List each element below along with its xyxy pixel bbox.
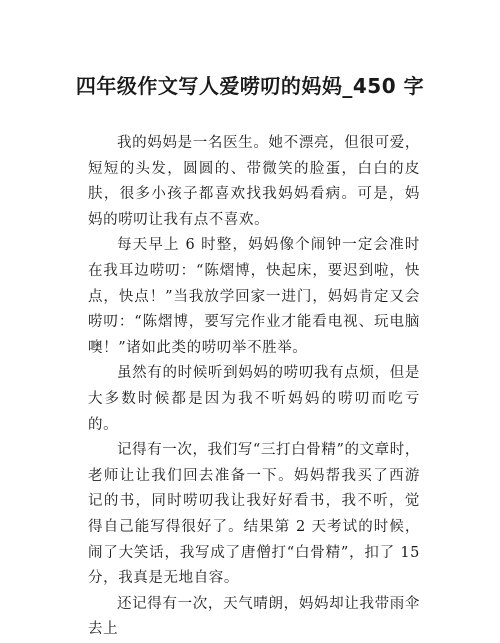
paragraph-5: 还记得有一次，天气晴朗，妈妈却让我带雨伞去上 bbox=[88, 595, 420, 638]
paragraph-1: 我的妈妈是一名医生。她不漂亮，但很可爱，短短的头发，圆圆的、带微笑的脸蛋，白白的皮肤，很多小孩子都喜欢找我妈妈看病。可是，妈妈的唠叨让我有点不喜欢。 bbox=[88, 135, 420, 228]
paragraph-4: 记得有一次，我们写“三打白骨精”的文章时，老师让让我们回去准备一下。妈妈帮我买了西游记的书，同时唠叨我让我好好看书，我不听，觉得自己能写得很好了。结果第 2 天考试的时候，闹了大笑话，我写成了唐僧打“白骨精”，扣了 15 分，我真是无地自容。 bbox=[88, 442, 420, 587]
paragraph-2: 每天早上 6 时整，妈妈像个闹钟一定会准时在我耳边唠叨：“陈熠博，快起床，要迟到啦，快点，快点！”当我放学回家一进门，妈妈肯定又会唠叨：“陈熠博，要写完作业才能看电视、玩电脑噢！”诸如此类的唠叨举不胜举。 bbox=[88, 237, 420, 356]
document-title: 四年级作文写人爱唠叨的妈妈_450 字 bbox=[75, 74, 425, 98]
paragraph-3: 虽然有的时候听到妈妈的唠叨我有点烦，但是大多数时候都是因为我不听妈妈的唠叨而吃亏的。 bbox=[88, 365, 420, 433]
document-body bbox=[88, 131, 420, 643]
